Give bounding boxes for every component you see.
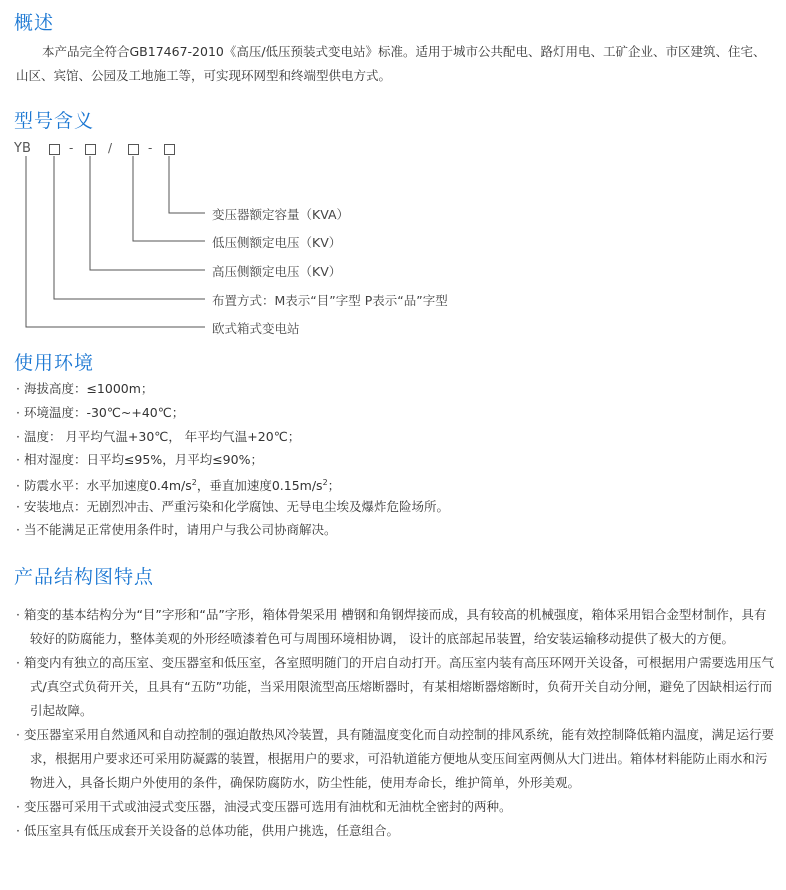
features-list <box>16 603 776 843</box>
model-slash: / <box>108 141 113 155</box>
model-box-2 <box>85 144 96 155</box>
model-box-3 <box>128 144 139 155</box>
environment-heading: 使用环境 <box>14 352 95 374</box>
model-box-1 <box>49 144 60 155</box>
model-diagram <box>0 0 786 340</box>
feature-low-voltage-room: · 低压室具有低压成套开关设备的总体功能，供用户挑选，任意组合。 <box>16 823 399 838</box>
overview-text: 本产品完全符合GB17467-2010《高压/低压预装式变电站》标准。适用于城市公共配电、路灯用电、工矿企业、市区建筑、住宅、山区、宾馆、公园及工地施工等，可实现环网型和终端型供电方式。 <box>16 44 766 83</box>
connector-line-5 <box>169 156 205 213</box>
env-altitude: · 海拔高度：≤1000m； <box>16 381 154 396</box>
env-temperature: · 温度： 月平均气温+30℃， 年平均气温+20℃； <box>16 429 301 444</box>
feature-structure: · 箱变的基本结构分为“目”字形和“品”字形，箱体骨架采用 槽钢和角钢焊接而成，具有较高的机械强度，箱体采用铝合金型材制作，具有较好的防腐能力，整体美观的外形经喷漆着色可与周围环境相协调， 设计的底部起吊装置，给安装运输移动提供了极大的方便。 <box>16 607 767 646</box>
label-low-voltage: 低压侧额定电压（KV） <box>212 235 342 250</box>
env-installation: · 安装地点：无剧烈冲击、严重污染和化学腐蚀、无导电尘埃及爆炸危险场所。 <box>16 499 449 514</box>
feature-transformer-room: · 变压器室采用自然通风和自动控制的强迫散热风冷装置，具有随温度变化而自动控制的排风系统，能有效控制降低箱内温度，满足运行要求，根据用户要求还可采用防凝露的装置，根据用户的要求，可沿轨道能方便地从变压间室两侧从大门进出。箱体材料能防止雨水和污物进入，具备长期户外使用的条件，确保防腐防水，防尘性能，使用寿命长，维护简单，外形美观。 <box>16 727 774 790</box>
seismic-sup-2: 2 <box>322 478 328 487</box>
env-note: · 当不能满足正常使用条件时，请用户与我公司协商解决。 <box>16 522 337 537</box>
feature-rooms: · 箱变内有独立的高压室、变压器室和低压室，各室照明随门的开启自动打开。高压室内装有高压环网开关设备，可根据用户需要选用压气式/真空式负荷开关，且具有“五防”功能，当采用限流型高压熔断器时，有某相熔断器熔断时，负荷开关自动分闸，避免了因缺相运行而引起故障。 <box>16 655 774 718</box>
model-dash-2: - <box>148 141 153 155</box>
env-humidity: · 相对湿度：日平均≤95%，月平均≤90%； <box>16 452 263 467</box>
connector-line-2 <box>54 156 205 299</box>
model-prefix: YB <box>14 141 31 156</box>
overview-heading: 概述 <box>14 12 55 34</box>
label-capacity: 变压器额定容量（KVA） <box>212 207 349 222</box>
seismic-part-2: ，垂直加速度0.15m/s <box>196 478 323 494</box>
seismic-part-3: ； <box>327 478 341 494</box>
label-high-voltage: 高压侧额定电压（KV） <box>212 264 342 279</box>
feature-transformer-type: · 变压器可采用干式或油浸式变压器，油浸式变压器可选用有油枕和无油枕全密封的两种。 <box>16 799 512 814</box>
model-heading: 型号含义 <box>14 110 95 132</box>
model-dash-1: - <box>69 141 74 155</box>
model-box-4 <box>164 144 175 155</box>
seismic-part-1: · 防震水平：水平加速度0.4m/s <box>16 478 192 494</box>
env-ambient-temp: · 环境温度：-30℃~+40℃； <box>16 405 185 420</box>
label-type: 欧式箱式变电站 <box>212 321 300 336</box>
env-seismic <box>16 471 340 497</box>
features-heading: 产品结构图特点 <box>14 566 155 588</box>
label-layout: 布置方式：M表示“目”字型 P表示“品”字型 <box>212 293 448 308</box>
seismic-sup-1: 2 <box>191 478 197 487</box>
